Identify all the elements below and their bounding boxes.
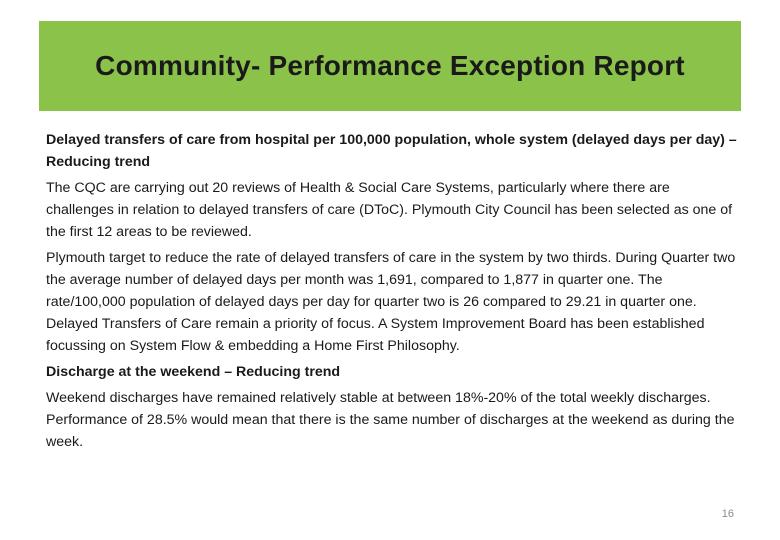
paragraph-cqc-reviews: The CQC are carrying out 20 reviews of Health & Social Care Systems, particularly where there are challenges in relation to delayed transfers of care (DToC). Plymouth City Council has been selected as one of the first 12 areas to be reviewed. [46, 180, 733, 240]
section-heading-delayed-transfers: Delayed transfers of care from hospital per 100,000 population, whole system (delayed days per day) – Reducing trend [46, 132, 737, 170]
slide-title: Community- Performance Exception Report [95, 50, 685, 81]
paragraph-weekend-discharges: Weekend discharges have remained relatively stable at between 18%-20% of the total weekly discharges. Performance of 28.5% would mean that there is the same number of discharges at the weekend as during the week. [46, 390, 735, 450]
report-content [46, 129, 738, 457]
paragraph-plymouth-target: Plymouth target to reduce the rate of delayed transfers of care in the system by two thirds. During Quarter two the average number of delayed days per month was 1,691, compared to 1,877 in quarter one. The rate/100,000 population of delayed days per day for quarter two is 26 compared to 29.21 in quarter one. Delayed Transfers of Care remain a priority of focus. A System Improvement Board has been established focussing on System Flow & embedding a Home First Philosophy. [46, 250, 736, 354]
section-heading-weekend-discharge: Discharge at the weekend – Reducing trend [46, 364, 341, 380]
title-banner [39, 21, 741, 111]
page-number: 16 [721, 508, 734, 520]
